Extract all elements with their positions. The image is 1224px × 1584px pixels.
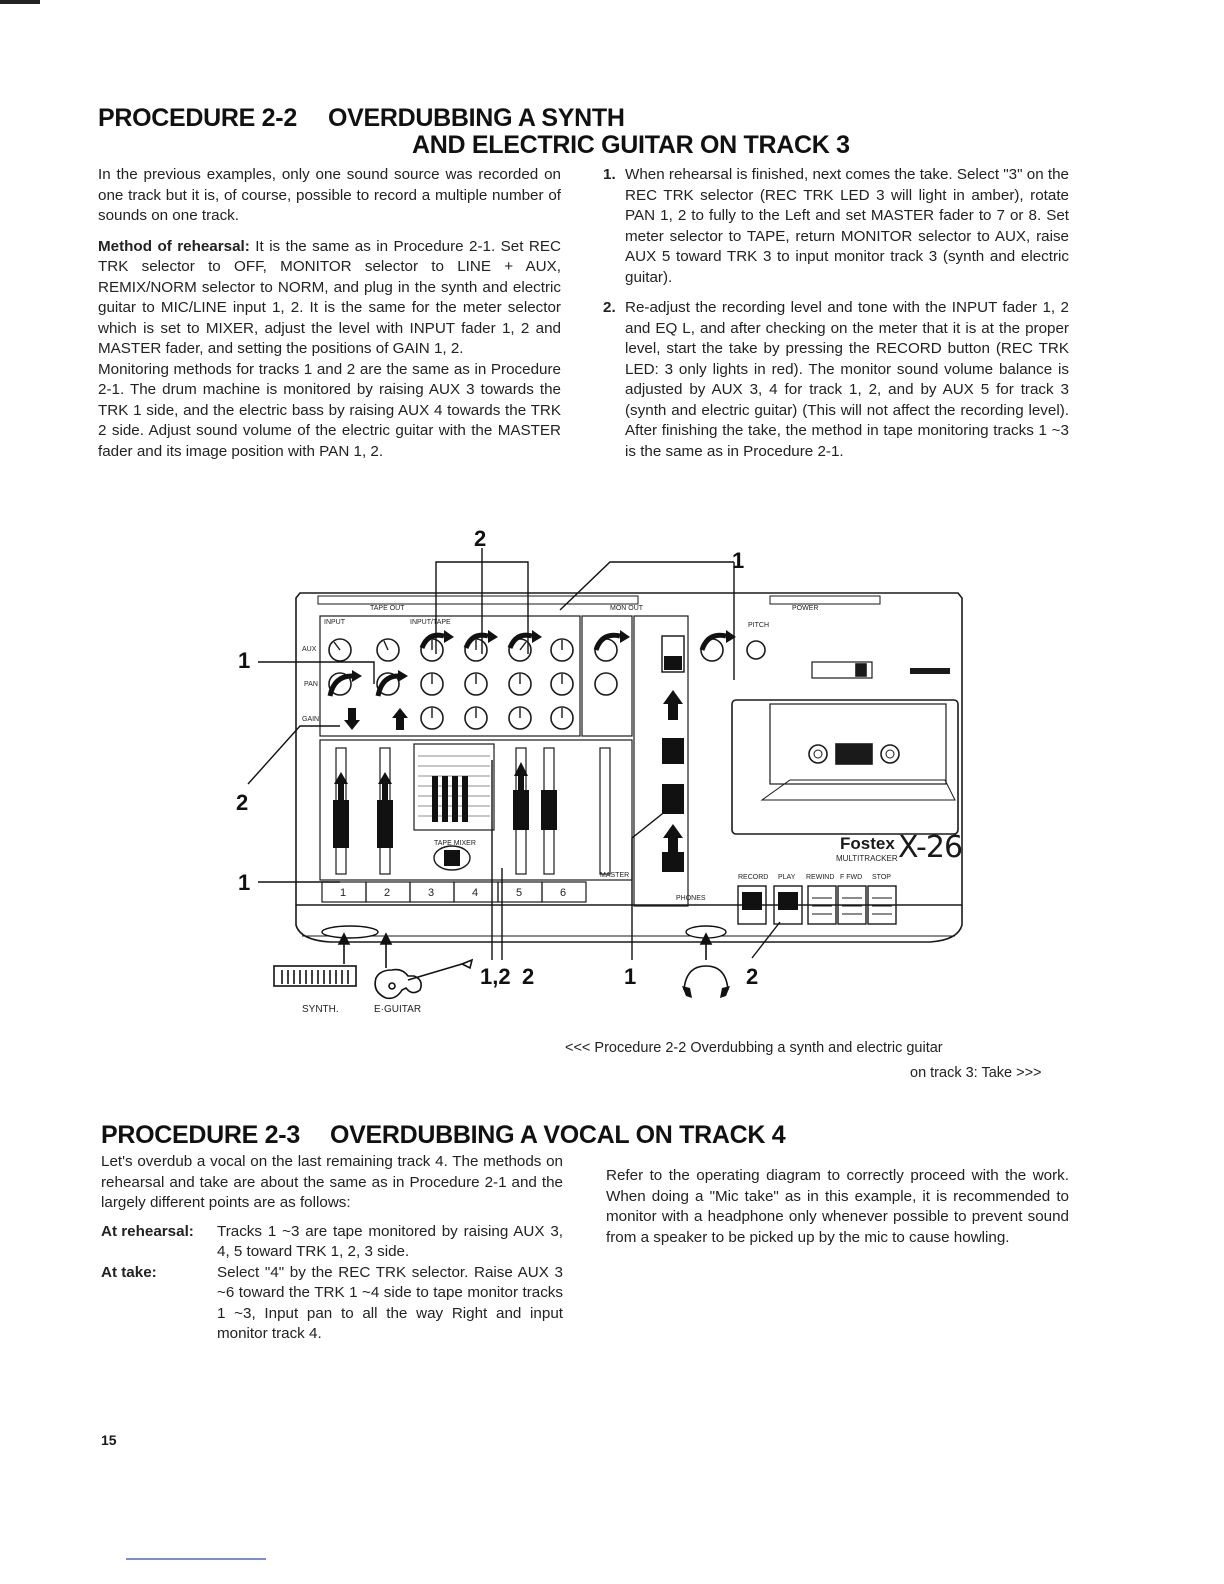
proc22-number: PROCEDURE 2-2 — [98, 104, 297, 132]
proc23-take — [101, 1263, 563, 1345]
callout-bottom-1-2: 1,2 — [480, 964, 511, 989]
label-gain: GAIN — [302, 716, 320, 723]
label-tape-out: TAPE OUT — [370, 605, 405, 612]
proc22-rehearsal-lead: Method of rehearsal: — [98, 237, 250, 255]
label-phones: PHONES — [676, 895, 706, 902]
proc23-title: OVERDUBBING A VOCAL ON TRACK 4 — [330, 1121, 786, 1149]
proc23-take-lead: At take: — [101, 1263, 157, 1281]
label-aux: AUX — [302, 646, 317, 653]
eq-fader-knob-l — [513, 790, 529, 830]
synth-label: SYNTH. — [302, 1004, 339, 1015]
proc23-intro: Let's overdub a vocal on the last remaining track 4. The methods on rehearsal and take are about the same as in Procedure 2-1 and the largely different points are as follows: — [101, 1153, 563, 1211]
callout-top-1: 1 — [732, 548, 745, 573]
callout-bottom-1: 1 — [624, 964, 637, 989]
label-mon-out: MON OUT — [610, 605, 644, 612]
proc23-rehearsal-text: Tracks 1 ~3 are tape monitored by raising AUX 3, 4, 5 toward TRK 1, 2, 3 side. — [217, 1222, 563, 1260]
proc23-rehearsal-lead: At rehearsal: — [101, 1222, 194, 1240]
brand-logo: Fostex — [840, 834, 895, 853]
label-power: POWER — [792, 605, 819, 612]
proc23-left-column — [101, 1152, 563, 1345]
track-button-4[interactable]: 4 — [472, 887, 479, 899]
eq-fader-knob-r — [541, 790, 557, 830]
guitar-label: E·GUITAR — [374, 1004, 422, 1015]
proc23-take-text: Select "4" by the REC TRK selector. Raise AUX 3 ~6 toward the TRK 1 ~4 side to tape monitor tracks 1 ~3, Input pan to all the way Right and input monitor track 4. — [217, 1263, 563, 1342]
cassette-bay — [732, 700, 958, 834]
proc22-rehearsal-text: It is the same as in Procedure 2-1. Set REC TRK selector to OFF, MONITOR selector to LINE + AUX, REMIX/NORM selector to NORM, and plug in the synth and electric guitar to MIC/LINE input 1, 2. It is the same for the meter selector which is set to MIXER, adjust the level with INPUT fader 1, 2 and MASTER fader, and setting the positions of GAIN 1, 2. — [98, 237, 561, 357]
electric-guitar-icon — [375, 960, 472, 998]
fader-bay — [320, 740, 632, 880]
page-number: 15 — [101, 1432, 117, 1448]
track-button-6[interactable]: 6 — [560, 887, 567, 899]
proc22-step2-num: 2. — [603, 299, 616, 316]
fader-1-knob — [333, 800, 349, 848]
track-buttons — [322, 884, 586, 902]
fader-2-knob — [377, 800, 393, 848]
figure-caption-line1: <<< Procedure 2-2 Overdubbing a synth and electric guitar — [565, 1040, 943, 1056]
knob-row-pan — [329, 673, 573, 695]
headphones-icon — [684, 966, 728, 990]
knob-row-aux — [329, 639, 573, 661]
label-play: PLAY — [778, 874, 796, 881]
proc23-rehearsal — [101, 1222, 563, 1263]
synth-keyboard-icon — [274, 966, 356, 986]
label-pitch: PITCH — [748, 622, 769, 629]
proc23-right-column: Refer to the operating diagram to correctly proceed with the work. When doing a "Mic take" as in this example, it is recommended to monitor with a headphone only whenever possible to prevent sound from a speaker to be picked up by the mic to cause howling. — [606, 1167, 1069, 1246]
aux-return-knob — [595, 673, 617, 695]
callout-left-1b: 1 — [238, 870, 251, 895]
figure-caption-line2: on track 3: Take >>> — [910, 1065, 1042, 1081]
label-stop: STOP — [872, 874, 891, 881]
proc22-step1-num: 1. — [603, 166, 616, 183]
track-button-2[interactable]: 2 — [384, 887, 391, 899]
proc22-step2-text: Re-adjust the recording level and tone with the INPUT fader 1, 2 and EQ L, and after checking on the meter that it is at the proper level, start the take by pressing the RECORD button (REC TRK LED: 3 only lights in red). The monitor sound volume balance is adjusted by AUX 3, 4 for track 1, 2, and by AUX 5 for track 3 (synth and electric guitar) (This will not affect the recording level). After finishing the take, the method in tape monitoring tracks 1 ~3 is the same as in Procedure 2-1. — [625, 299, 1069, 460]
label-ffwd: F FWD — [840, 874, 863, 881]
label-master: MASTER — [600, 872, 630, 879]
callout-bottom-2a: 2 — [522, 964, 535, 989]
model-name: X-26 — [898, 830, 963, 865]
label-record: RECORD — [738, 874, 769, 881]
callout-left-1a: 1 — [238, 648, 251, 673]
callout-left-2: 2 — [236, 790, 249, 815]
pitch-knob-2 — [747, 641, 765, 659]
track-button-1[interactable]: 1 — [340, 887, 347, 899]
track-button-5[interactable]: 5 — [516, 887, 523, 899]
track-button-3[interactable]: 3 — [428, 887, 435, 899]
callout-bottom-2b: 2 — [746, 964, 759, 989]
proc22-intro: In the previous examples, only one sound source was recorded on one track but it is, of course, possible to record a multiple number of sounds on one track. — [98, 166, 561, 224]
model-subtitle: MULTITRACKER — [836, 854, 898, 863]
label-rewind: REWIND — [806, 874, 835, 881]
proc22-step1-text: When rehearsal is finished, next comes the take. Select "3" on the REC TRK selector (REC TRK LED 3 will light in amber), rotate PAN 1, 2 to fully to the Left and set MASTER fader to 7 or 8. Set meter selector to TAPE, return MONITOR selector to AUX, raise AUX 5 toward TRK 3 to input monitor track 3 (synth and electric guitar). — [625, 166, 1069, 286]
label-input-tape: INPUT/TAPE — [410, 619, 451, 626]
label-input: INPUT — [324, 619, 345, 626]
callout-top-2: 2 — [474, 526, 487, 551]
proc22-title-line1: OVERDUBBING A SYNTH — [328, 104, 625, 132]
knob-row-gain — [421, 707, 573, 729]
proc22-title-line2: AND ELECTRIC GUITAR ON TRACK 3 — [412, 131, 850, 159]
label-tape-mixer: TAPE MIXER — [434, 840, 476, 847]
proc22-monitoring: Monitoring methods for tracks 1 and 2 are the same as in Procedure 2-1. The drum machine is monitored by raising AUX 3 towards the TRK 1 side, and the electric bass by raising AUX 4 towards the TRK 2 side. Adjust sound volume of the electric guitar with the MASTER fader and its image position with PAN 1, 2. — [98, 360, 561, 460]
label-pan: PAN — [304, 681, 318, 688]
proc23-number: PROCEDURE 2-3 — [101, 1121, 300, 1149]
